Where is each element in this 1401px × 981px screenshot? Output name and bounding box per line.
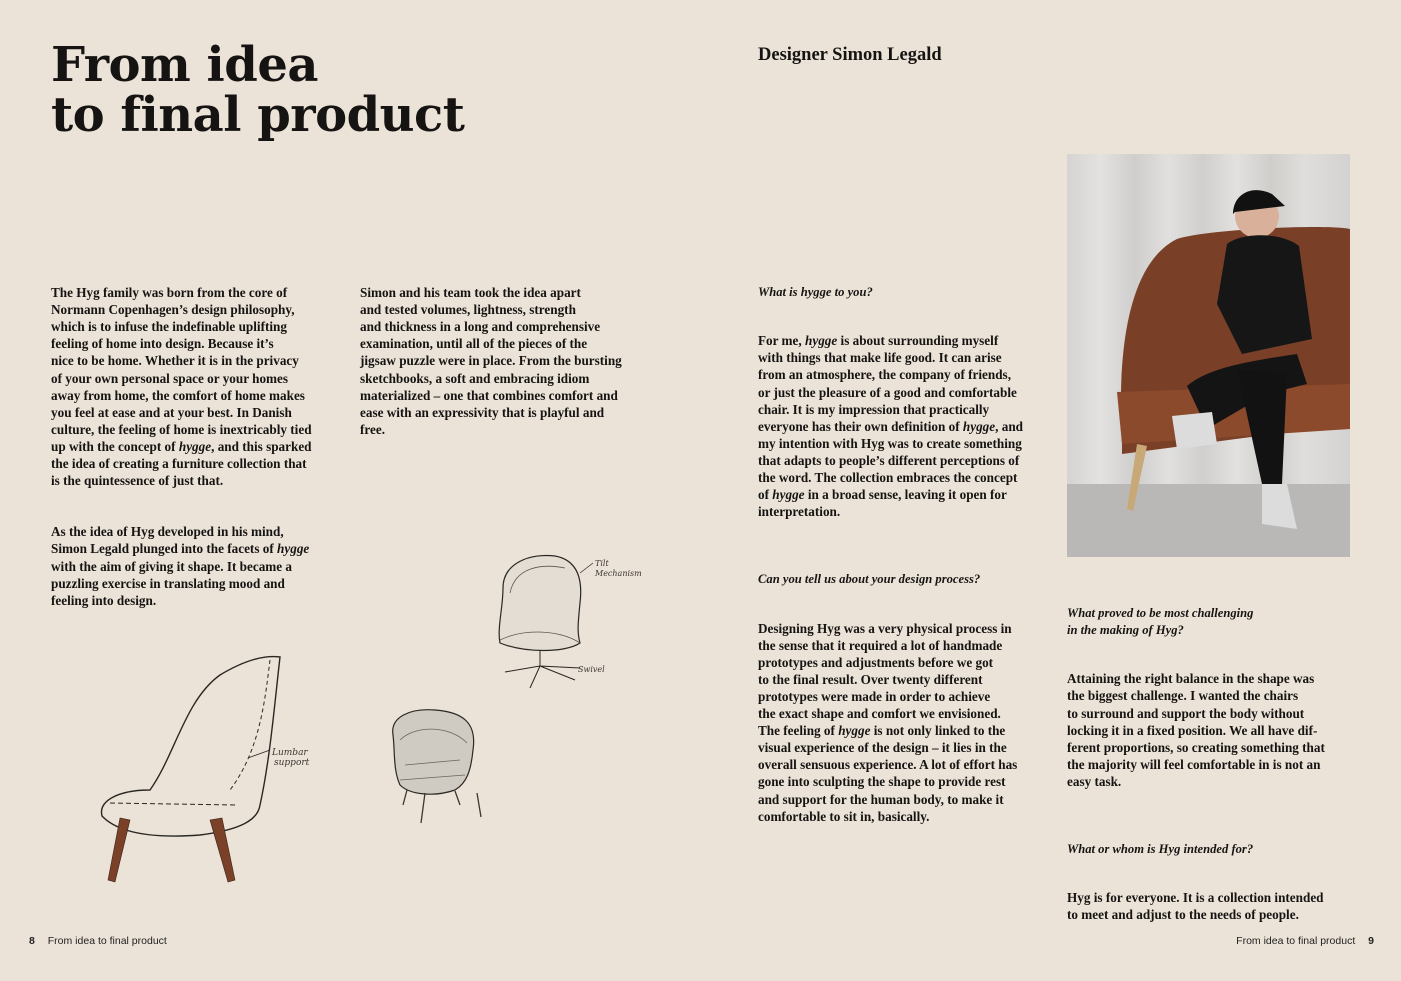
intro-paragraph-1: The Hyg family was born from the core of Normann Copenhagen’s design philosophy, which is to infuse the indefinable uplifting feeling of home into design. Because it’s nice to be home. Whether it is in the privacy of your own personal space or your homes away from home, the comfort of home makes you feel at ease and at your best. In Danish culture, the feeling of home is inextricably tied up with the concept of hygge, and this sparked the idea of creating a furniture collection that is the quintessence of just that. bbox=[51, 285, 312, 489]
question-2: Can you tell us about your design process? bbox=[758, 572, 981, 587]
answer-3: Attaining the right balance in the shape was the biggest challenge. I wanted the chairs to surround and support the body without locking it in a fixed position. We all have dif- ferent proportions, so creating something that the majority will feel comfortable in is not an easy task. bbox=[1067, 671, 1325, 789]
small-chair-sketch bbox=[385, 705, 495, 830]
title-line-2: to final product bbox=[51, 87, 465, 143]
answer-2: Designing Hyg was a very physical process in the sense that it required a lot of handmade prototypes and adjustments before we got to the final result. Over twenty different prototypes were made in order to achieve the exact shape and comfort we envisioned. The feeling of hygge is not only linked to the visual experience of the design – it lies in the overall sensuous experience. A lot of effort has gone into sculpting the shape to provide rest and support for the human body, to make it comfortable to sit in, basically. bbox=[758, 620, 1018, 824]
lumbar-label-1: Lumbar bbox=[272, 748, 308, 758]
footer-left bbox=[29, 935, 167, 947]
footer-right bbox=[1236, 935, 1374, 947]
designer-heading: Designer Simon Legald bbox=[758, 45, 942, 65]
page-number-right: 9 bbox=[1368, 935, 1374, 947]
question-4: What or whom is Hyg intended for? bbox=[1067, 842, 1254, 857]
tilt-label-1: Tilt bbox=[595, 559, 609, 568]
designer-photo bbox=[1067, 154, 1350, 557]
answer-1: For me, hygge is about surrounding myself with things that make life good. It can arise from an atmosphere, the company of friends, or just the pleasure of a good and comfortable chair. It is my impression that practically everyone has their own definition of hygge, and my intention with Hyg was to create something that adapts to people’s different perceptions of the word. The collection embraces the concept of hygge in a broad sense, leaving it open for interpretation. bbox=[758, 333, 1023, 520]
tilt-label-2: Mechanism bbox=[595, 569, 642, 578]
swivel-chair-sketch bbox=[485, 548, 645, 698]
lounge-chair-sketch bbox=[80, 640, 340, 900]
footer-right-text: From idea to final product bbox=[1236, 935, 1356, 947]
page-title bbox=[51, 37, 465, 143]
title-line-1: From idea bbox=[51, 37, 318, 93]
intro-paragraph-2: As the idea of Hyg developed in his mind, Simon Legald plunged into the facets of hygge with the aim of giving it shape. It became a puzzling exercise in translating mood and feeling into design. bbox=[51, 524, 310, 608]
swivel-label: Swivel bbox=[578, 665, 605, 674]
intro-column-2 bbox=[360, 267, 660, 472]
question-1: What is hygge to you? bbox=[758, 285, 873, 300]
page-number-left: 8 bbox=[29, 935, 35, 947]
designer-photo-illustration bbox=[1067, 154, 1350, 557]
intro-paragraph-3: Simon and his team took the idea apart and tested volumes, lightness, strength and thickness in a long and comprehensive examination, until all of the pieces of the jigsaw puzzle were in place. From the bursting sketchbooks, a soft and embracing idiom materialized – one that combines comfort and ease with an expressivity that is playful and free. bbox=[360, 285, 622, 437]
footer-left-text: From idea to final product bbox=[47, 935, 167, 947]
interview-column-right bbox=[1067, 588, 1367, 975]
question-3: What proved to be most challenging in the making of Hyg? bbox=[1067, 606, 1254, 638]
answer-4: Hyg is for everyone. It is a collection intended to meet and adjust to the needs of people. bbox=[1067, 890, 1324, 923]
intro-column-1 bbox=[51, 267, 351, 643]
interview-column-left bbox=[758, 267, 1053, 876]
lumbar-label-2: support bbox=[274, 758, 310, 768]
